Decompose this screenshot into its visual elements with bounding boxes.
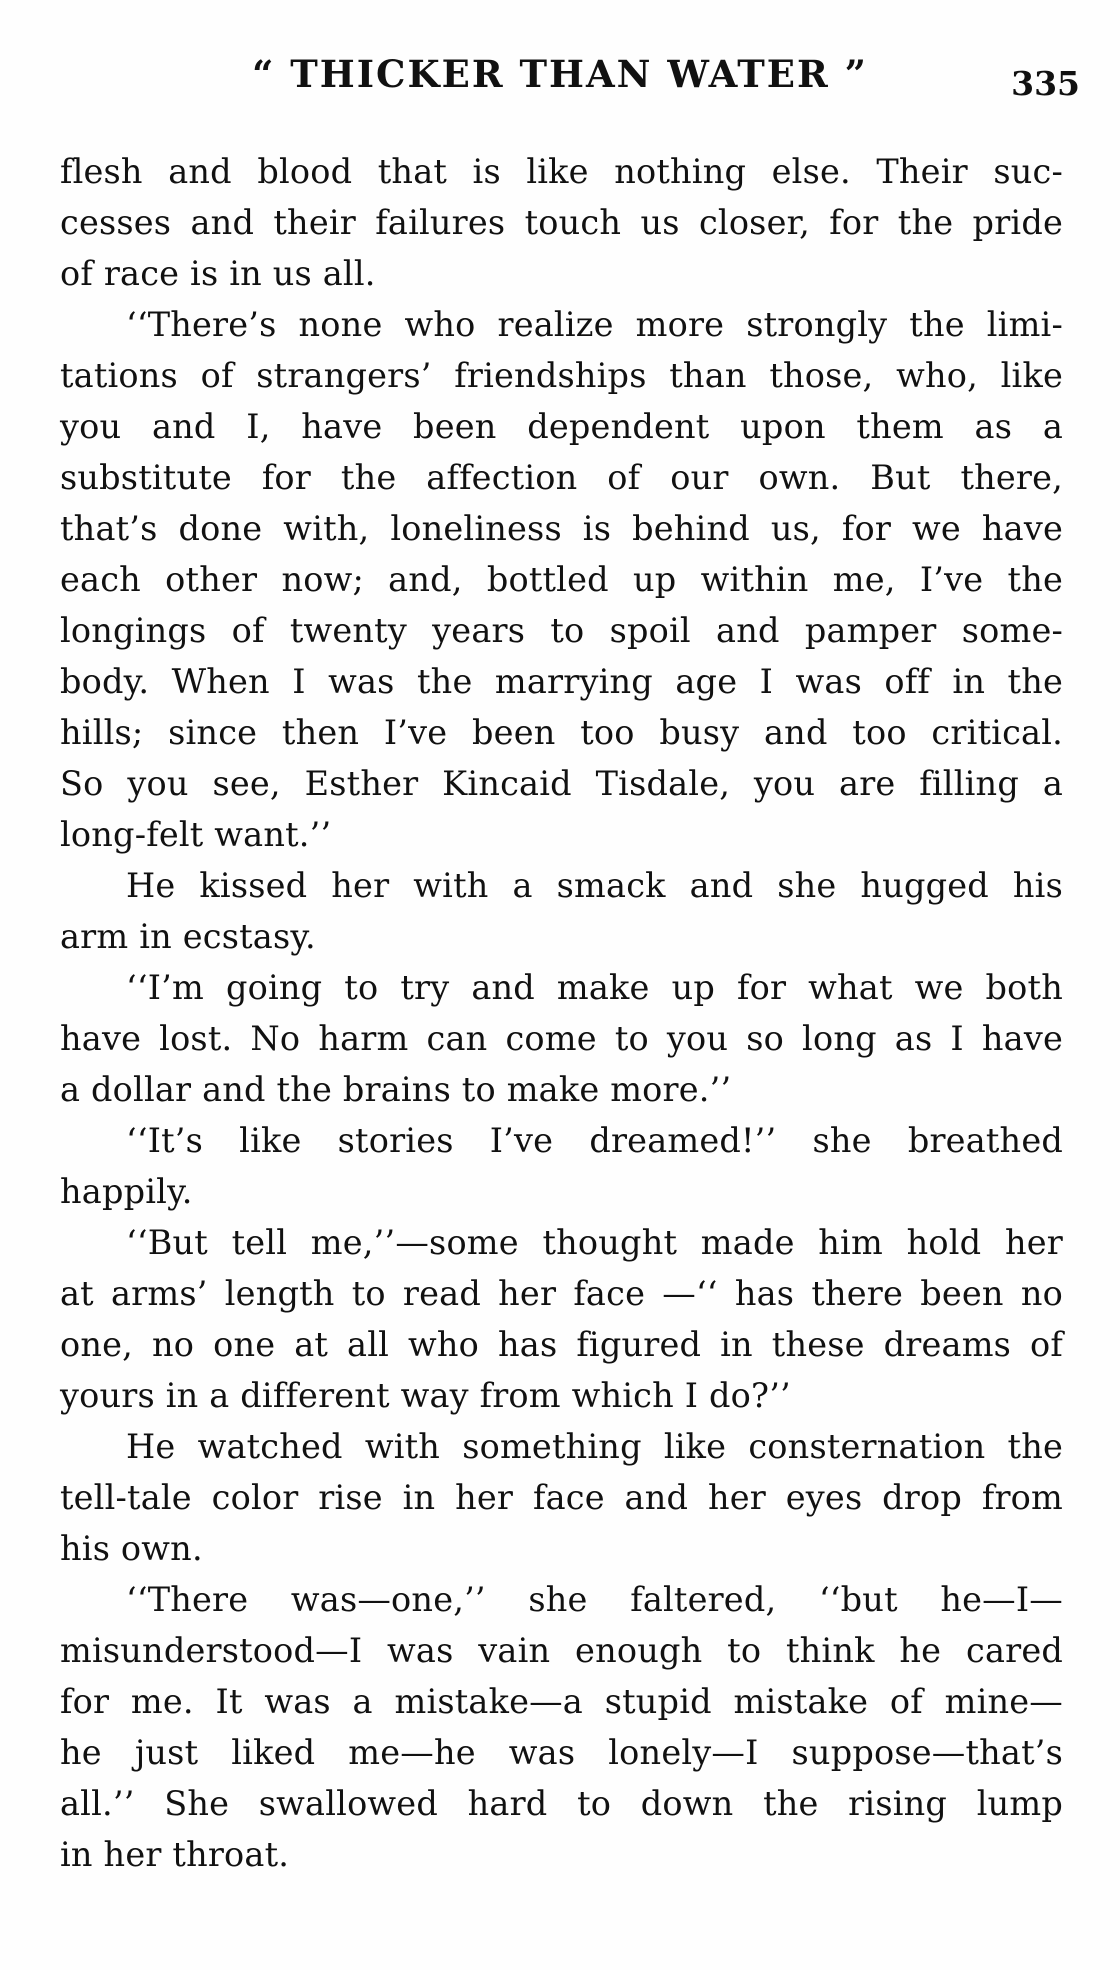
text-line: body. When I was the marrying age I was off in the: [60, 662, 1063, 701]
text-line: ‘‘But tell me,’’—some thought made him hold her: [126, 1223, 1063, 1262]
page-number: 335: [1011, 64, 1080, 103]
text-line: that’s done with, loneliness is behind us, for we have: [60, 509, 1063, 548]
text-line: ‘‘I’m going to try and make up for what we both: [126, 968, 1063, 1007]
text-line: you and I, have been dependent upon them as a: [60, 407, 1063, 446]
text-line: longings of twenty years to spoil and pamper some-: [60, 611, 1063, 650]
text-line: He watched with something like consternation the: [126, 1427, 1063, 1466]
text-line: substitute for the affection of our own. But there,: [60, 458, 1063, 497]
text-line: yours in a different way from which I do?’’: [60, 1376, 791, 1415]
running-head: [60, 52, 1080, 112]
paragraph: [60, 1115, 1063, 1217]
text-line: arm in ecstasy.: [60, 917, 316, 956]
running-title: “ THICKER THAN WATER ”: [252, 52, 868, 96]
paragraph: [60, 1217, 1063, 1421]
text-line: his own.: [60, 1529, 203, 1568]
text-line: flesh and blood that is like nothing else. Their suc-: [60, 152, 1063, 191]
text-line: one, no one at all who has figured in these dreams of: [60, 1325, 1063, 1364]
text-line: cesses and their failures touch us closer, for the pride: [60, 203, 1063, 242]
text-line: each other now; and, bottled up within me, I’ve the: [60, 560, 1063, 599]
paragraph: [60, 299, 1063, 860]
paragraph: [60, 1574, 1063, 1880]
text-line: all.’’ She swallowed hard to down the rising lump: [60, 1784, 1063, 1823]
text-line: happily.: [60, 1172, 193, 1211]
paragraph: [60, 860, 1063, 962]
text-line: ‘‘There was—one,’’ she faltered, ‘‘but he—I—: [126, 1580, 1063, 1619]
paragraph: [60, 1421, 1063, 1574]
paragraph: [60, 146, 1063, 299]
text-line: He kissed her with a smack and she hugged his: [126, 866, 1063, 905]
text-line: ‘‘It’s like stories I’ve dreamed!’’ she breathed: [126, 1121, 1063, 1160]
body-text: [60, 146, 1063, 1880]
text-line: long-felt want.’’: [60, 815, 332, 854]
text-line: for me. It was a mistake—a stupid mistake of mine—: [60, 1682, 1063, 1721]
text-line: tations of strangers’ friendships than those, who, like: [60, 356, 1063, 395]
text-line: of race is in us all.: [60, 254, 376, 293]
text-line: misunderstood—I was vain enough to think he cared: [60, 1631, 1063, 1670]
text-line: have lost. No harm can come to you so long as I have: [60, 1019, 1063, 1058]
text-line: tell-tale color rise in her face and her eyes drop from: [60, 1478, 1063, 1517]
text-line: hills; since then I’ve been too busy and too critical.: [60, 713, 1063, 752]
text-line: he just liked me—he was lonely—I suppose—that’s: [60, 1733, 1063, 1772]
text-line: So you see, Esther Kincaid Tisdale, you are filling a: [60, 764, 1063, 803]
text-line: in her throat.: [60, 1835, 290, 1874]
text-line: ‘‘There’s none who realize more strongly the limi-: [126, 305, 1063, 344]
text-line: at arms’ length to read her face —‘‘ has there been no: [60, 1274, 1063, 1313]
text-line: a dollar and the brains to make more.’’: [60, 1070, 732, 1109]
paragraph: [60, 962, 1063, 1115]
